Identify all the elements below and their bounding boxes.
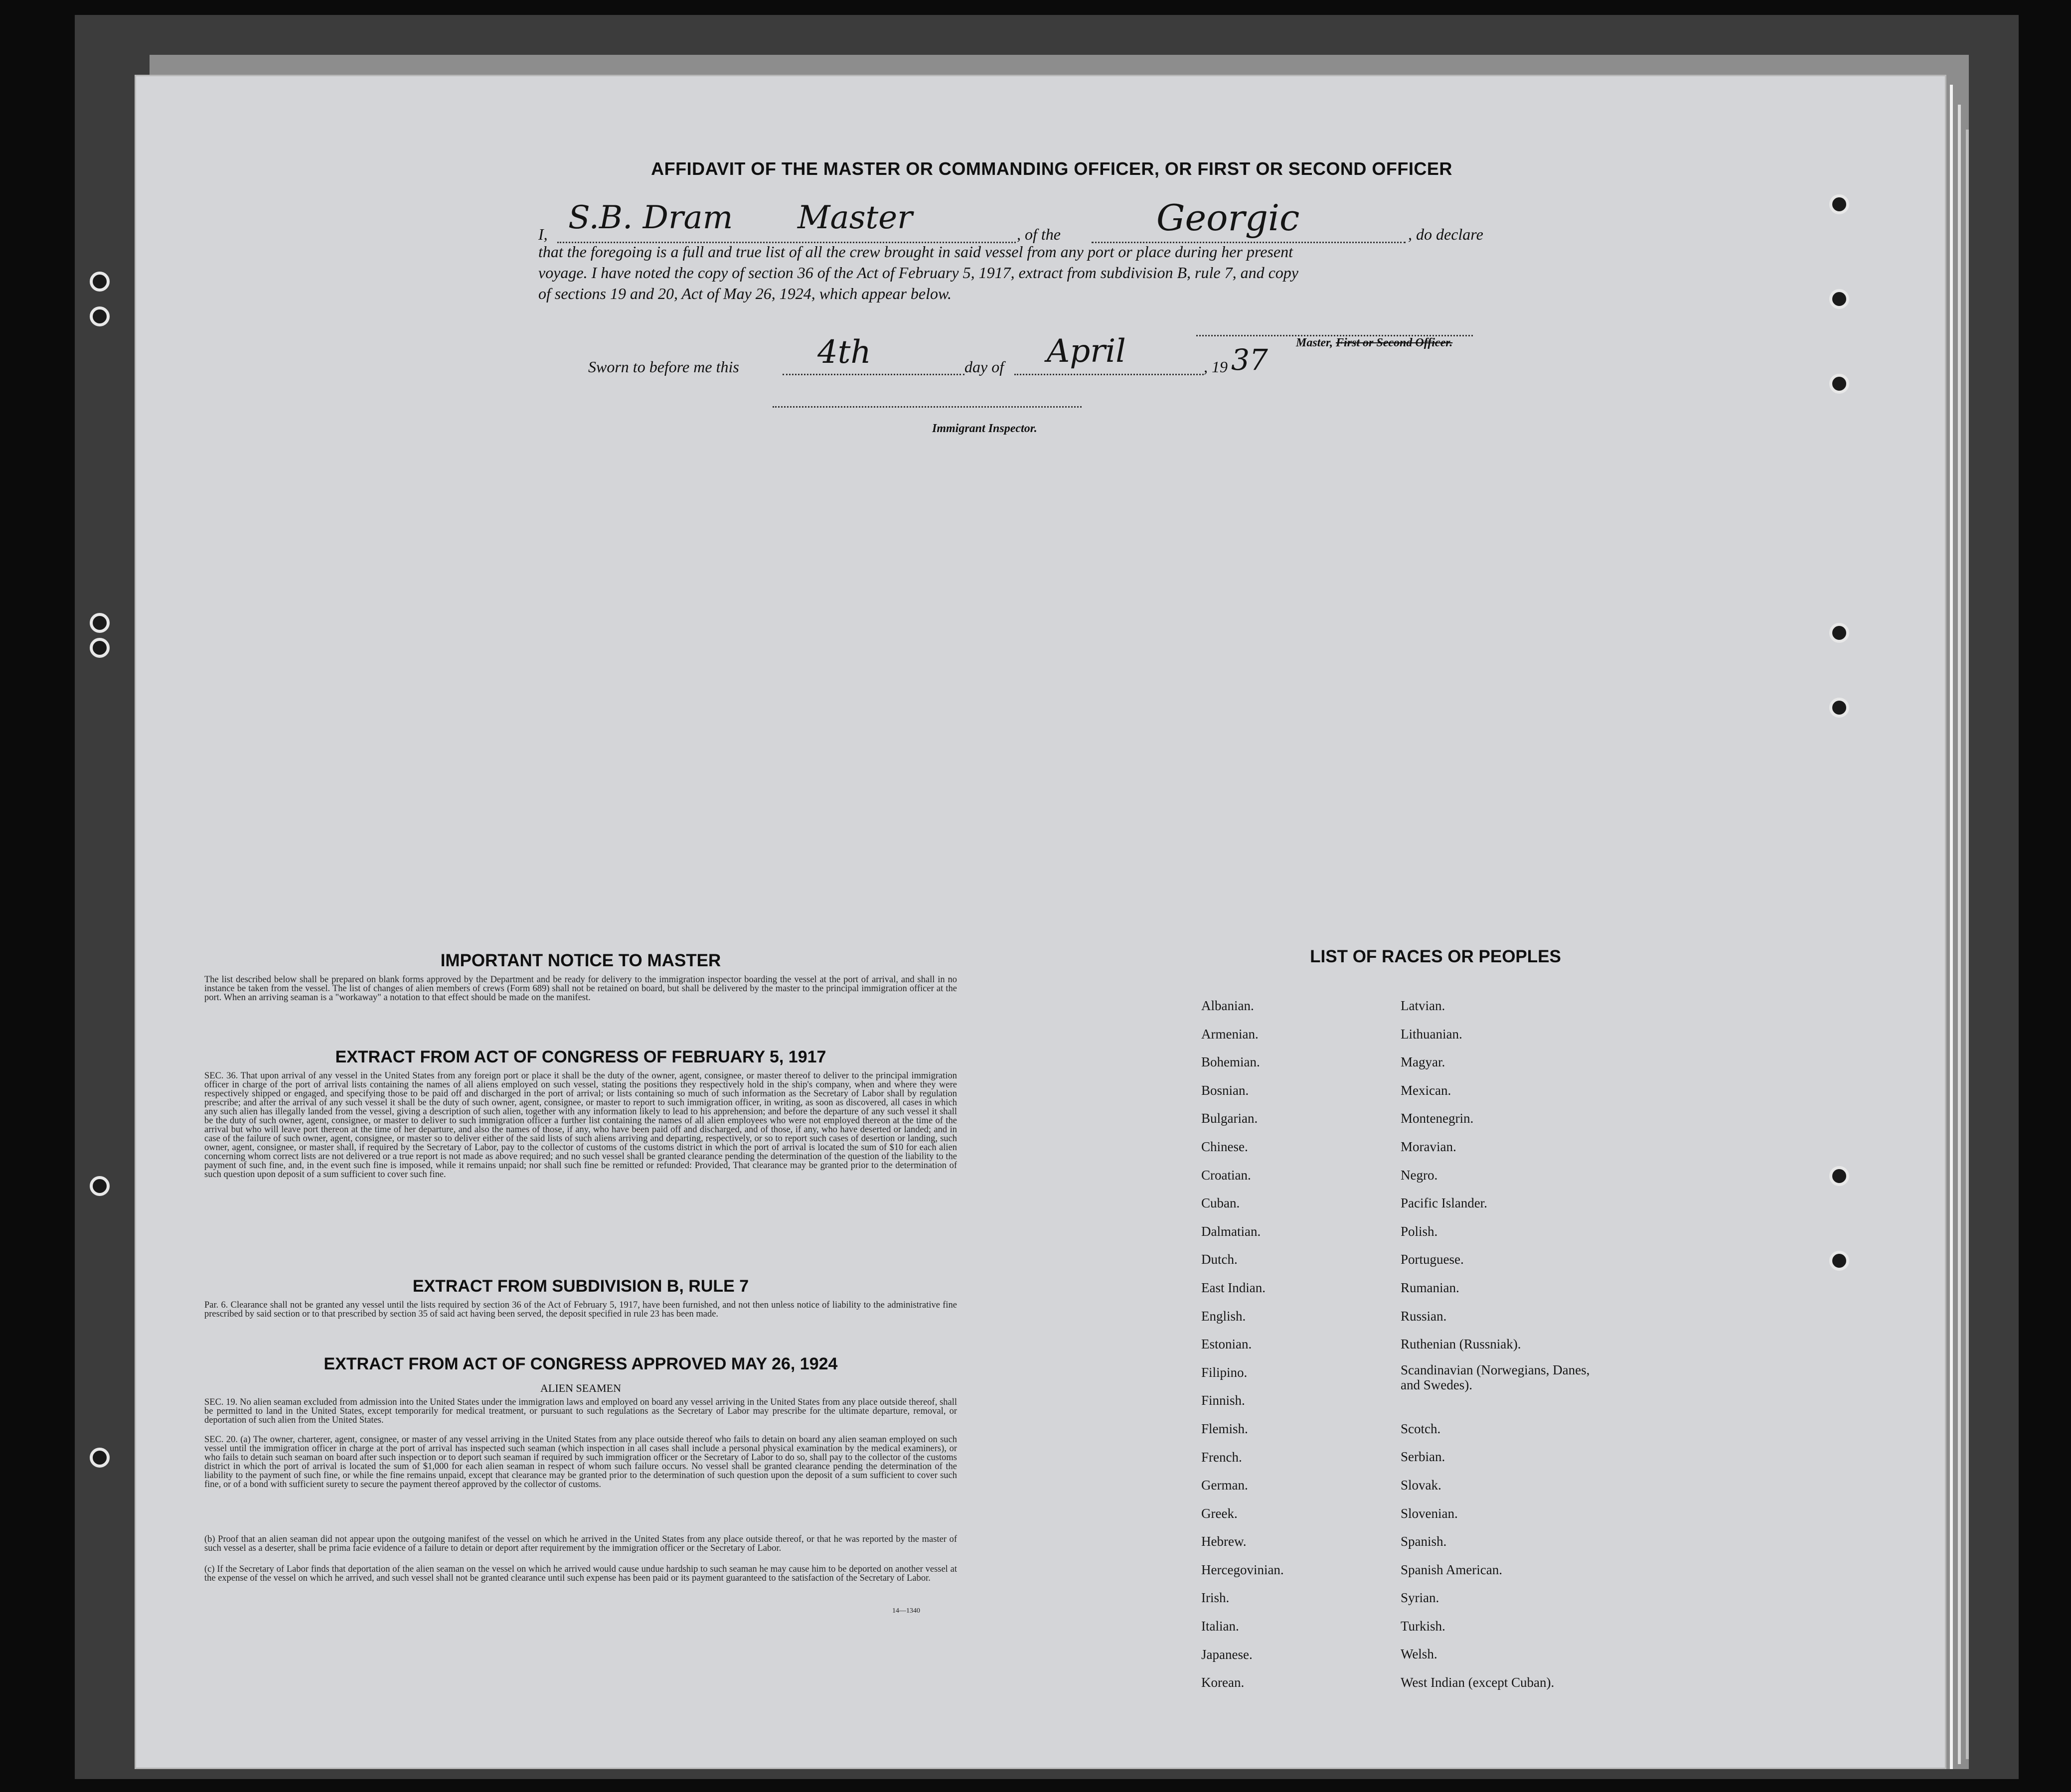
day-underline bbox=[783, 374, 964, 375]
sworn-year-handwritten: 37 bbox=[1231, 343, 1268, 377]
race-entry: Slovak. bbox=[1401, 1477, 1441, 1493]
race-entry: Magyar. bbox=[1401, 1054, 1445, 1070]
race-entry: Negro. bbox=[1401, 1167, 1438, 1183]
race-entry: Korean. bbox=[1201, 1675, 1245, 1690]
struck-officer-label: First or Second Officer. bbox=[1336, 336, 1453, 349]
page-edge bbox=[1966, 130, 1969, 1759]
form-number: 14—1340 bbox=[892, 1607, 920, 1615]
affidavit-prefix: I, bbox=[538, 225, 548, 243]
binder-hole bbox=[1829, 194, 1849, 214]
section-20c-text: (c) If the Secretary of Labor finds that deportation of the alien seaman on the vessel on which he arrived would cause undue hardship to such seaman he may cause him to be deported on another vessel at the expense of the vessel on which he arrived, and such vessel shall not be granted clearance until such expense has been paid or its payment guaranteed to the satisfaction of the Secretary of Labor. bbox=[204, 1564, 957, 1583]
race-entry: Serbian. bbox=[1401, 1449, 1445, 1465]
section-20a-text: SEC. 20. (a) The owner, charterer, agent, consignee, or master of any vessel arriving in the United States from any place outside thereof who fails to detain on board any alien seaman employed on such vessel until the immigration officer in charge at the port of arrival has inspected such seaman (which inspection in all cases shall include a personal physical examination by the medical examiners), or who fails to detain such seaman on board after such inspection or to deport such seaman if required by such immigration officer or the Secretary of Labor to do so, shall pay to the collector of the customs district in which the port of arrival is located the sum of $1,000 for each alien seaman in respect of whom such failure occurs. No vessel shall be granted clearance pending the determination of the liability to the payment of such fine, or while the fine remains unpaid, except that clearance may be granted prior to the determination of such question upon the deposit of a sum sufficient to cover such fine, or of a bond with sufficient surety to secure the payment thereof approved by the collector of customs. bbox=[204, 1435, 957, 1490]
race-entry: Scandinavian (Norwegians, Danes, and Swedes). bbox=[1401, 1362, 1590, 1392]
race-entry: Italian. bbox=[1201, 1619, 1239, 1634]
race-entry: Albanian. bbox=[1201, 998, 1254, 1013]
binder-hole bbox=[90, 306, 110, 326]
section-19-text: SEC. 19. No alien seaman excluded from admission into the United States under the immigration laws and employed on board any vessel arriving in the United States from any place outside thereof, shall be permitted to land in the United States, except temporarily for medical treatment, or pursuant to such regulations as the Secretary of Labor may prescribe for the ultimate departure, removal, or deportation of such alien from the United States. bbox=[204, 1397, 957, 1425]
binder-hole bbox=[1829, 1166, 1849, 1186]
sworn-month-handwritten: April bbox=[1047, 333, 1126, 370]
extract-1924-title: EXTRACT FROM ACT OF CONGRESS APPROVED MAY 26, 1924 bbox=[323, 1354, 838, 1373]
race-entry: Polish. bbox=[1401, 1223, 1438, 1239]
race-entry: Dutch. bbox=[1201, 1252, 1238, 1267]
notice-title: IMPORTANT NOTICE TO MASTER bbox=[440, 951, 721, 970]
binder-hole bbox=[90, 1176, 110, 1196]
binder-hole bbox=[1829, 289, 1849, 309]
race-entry: Chinese. bbox=[1201, 1139, 1248, 1154]
race-entry: Dalmatian. bbox=[1201, 1223, 1261, 1239]
race-entry: Armenian. bbox=[1201, 1026, 1259, 1042]
race-entry: Hebrew. bbox=[1201, 1534, 1247, 1549]
page-edge bbox=[1958, 105, 1961, 1764]
binder-hole bbox=[90, 613, 110, 633]
races-right-column bbox=[1401, 992, 1650, 1697]
race-entry: Irish. bbox=[1201, 1590, 1230, 1606]
affidavit-line-4: of sections 19 and 20, Act of May 26, 1924, which appear below. bbox=[538, 285, 952, 302]
race-entry: Latvian. bbox=[1401, 998, 1445, 1013]
binder-hole bbox=[90, 638, 110, 658]
do-declare-label: , do declare bbox=[1408, 225, 1483, 243]
race-entry: Spanish. bbox=[1401, 1534, 1447, 1549]
extract-1917-title: EXTRACT FROM ACT OF CONGRESS OF FEBRUARY 5, 1917 bbox=[335, 1047, 826, 1066]
race-entry: Hercegovinian. bbox=[1201, 1562, 1284, 1577]
race-entry: Flemish. bbox=[1201, 1421, 1248, 1436]
race-entry: West Indian (except Cuban). bbox=[1401, 1675, 1555, 1690]
race-entry: Welsh. bbox=[1401, 1646, 1437, 1662]
vessel-name-handwritten: Georgic bbox=[1156, 197, 1300, 239]
race-entry: Mexican. bbox=[1401, 1082, 1451, 1098]
affidavit-title: AFFIDAVIT OF THE MASTER OR COMMANDING OFFICER, OR FIRST OR SECOND OFFICER bbox=[651, 158, 1452, 179]
year-prefix: , 19 bbox=[1204, 358, 1228, 376]
race-entry: Syrian. bbox=[1401, 1590, 1439, 1606]
master-title-label bbox=[1296, 336, 1452, 350]
notice-body: The list described below shall be prepared on blank forms approved by the Department and be ready for delivery to the immigration inspector boarding the vessel at the port of arrival, and shall in no instance be taken from the vessel. The list of changes of alien members of crews (Form 689) shall not be retained on board, but shall be delivered by the master to the principal immigration officer at the port. When an arriving seaman is a "workaway" a notation to that effect should be made on the manifest. bbox=[204, 975, 957, 1003]
affidavit-line-2: that the foregoing is a full and true list of all the crew brought in said vessel from any port or place during her present bbox=[538, 243, 1293, 261]
affidavit-line-3: voyage. I have noted the copy of section 36 of the Act of February 5, 1917, extract from subdivision B, rule 7, and copy bbox=[538, 264, 1298, 282]
binder-hole bbox=[1829, 698, 1849, 718]
race-entry: Cuban. bbox=[1201, 1195, 1240, 1211]
race-entry: Bosnian. bbox=[1201, 1082, 1249, 1098]
race-entry: Scotch. bbox=[1401, 1421, 1441, 1436]
race-entry: Montenegrin. bbox=[1401, 1111, 1474, 1126]
race-entry: Moravian. bbox=[1401, 1139, 1456, 1154]
extract-1917-body: SEC. 36. That upon arrival of any vessel in the United States from any foreign port or place it shall be the duty of the owner, agent, consignee, or master thereof to deliver to the principal immigration officer in charge of the port of arrival lists containing the names of all aliens employed on such vessel, stating the positions they respectively hold in the ship's company, when and where they were respectively shipped or engaged, and specifying those to be paid off and discharged in the port of arrival; or lists containing so much of such information as the Secretary of Labor shall by regulation prescribe; and after the arrival of any such vessel it shall be the duty of such owner, agent, consignee, or master to report to such immigration officer, in writing, as soon as discovered, all cases in which any such alien has illegally landed from the vessel, giving a description of such alien, together with any information likely to lead to his apprehension; and before the departure of any such vessel it shall be the duty of such owner, agent, consignee, or master to deliver to such immigration officer a further list containing the names of all alien employees who were not employed thereon at the time of the arrival but who will leave port thereon at the time of her departure, and also the names of those, if any, who have been paid off and discharged, and of those, if any, who have deserted or landed; and in case of the failure of such owner, agent, consignee, or master so to deliver either of the said lists of such aliens arriving and departing, respectively, or so to report such cases of desertion or landing, such owner, agent, consignee, or master shall, if required by the Secretary of Labor, pay to the collector of customs of the customs district in which the port of arrival is located the sum of $10 for each alien concerning whom correct lists are not delivered or a true report is not made as above required; and no such vessel shall be granted clearance pending the determination of the question of the liability to the payment of such fine, and, in the event such fine is imposed, while it remains unpaid; nor shall such fine be remitted or refunded: Provided, That clearance may be granted prior to the determination of such question upon deposit of a sum sufficient to cover such fine. bbox=[204, 1071, 957, 1180]
race-entry: Bohemian. bbox=[1201, 1054, 1260, 1070]
binder-hole bbox=[1829, 1251, 1849, 1271]
race-entry: Croatian. bbox=[1201, 1167, 1251, 1183]
section-20b-text: (b) Proof that an alien seaman did not appear upon the outgoing manifest of the vessel on which he arrived in the United States from any place outside thereof, or that he was reported by the master of such vessel as a deserter, shall be prima facie evidence of a failure to detain or deport after requirement by the immigration officer or the Secretary of Labor. bbox=[204, 1534, 957, 1553]
race-entry: Finnish. bbox=[1201, 1393, 1245, 1408]
master-rank-handwritten: Master bbox=[797, 199, 913, 236]
race-entry: Ruthenian (Russniak). bbox=[1401, 1337, 1521, 1352]
race-entry: Rumanian. bbox=[1401, 1280, 1459, 1295]
form-page bbox=[135, 75, 1946, 1769]
page-edge bbox=[1950, 85, 1953, 1769]
inspector-label: Immigrant Inspector. bbox=[932, 422, 1037, 435]
race-entry: French. bbox=[1201, 1449, 1242, 1465]
of-the-label: , of the bbox=[1017, 225, 1061, 243]
master-name-signature: S.B. Dram bbox=[568, 199, 733, 236]
race-entry: Japanese. bbox=[1201, 1646, 1253, 1662]
race-entry: Spanish American. bbox=[1401, 1562, 1502, 1577]
race-entry: Greek. bbox=[1201, 1505, 1238, 1521]
month-underline bbox=[1014, 374, 1204, 375]
races-title: LIST OF RACES OR PEOPLES bbox=[1310, 947, 1561, 966]
day-of-label: day of bbox=[964, 358, 1004, 376]
inspector-signature-line bbox=[773, 406, 1082, 408]
race-entry: Russian. bbox=[1401, 1308, 1447, 1324]
races-left-column bbox=[1201, 992, 1391, 1697]
binder-hole bbox=[1829, 623, 1849, 643]
sworn-day-handwritten: 4th bbox=[817, 334, 871, 371]
sworn-label: Sworn to before me this bbox=[588, 358, 739, 376]
race-entry: East Indian. bbox=[1201, 1280, 1266, 1295]
race-entry: Lithuanian. bbox=[1401, 1026, 1462, 1042]
race-entry: German. bbox=[1201, 1478, 1248, 1493]
alien-seamen-subtitle: ALIEN SEAMEN bbox=[540, 1382, 621, 1394]
race-entry: Estonian. bbox=[1201, 1337, 1252, 1352]
binder-hole bbox=[1829, 374, 1849, 394]
binder-hole bbox=[90, 272, 110, 292]
race-entry: English. bbox=[1201, 1308, 1246, 1324]
rule-7-body: Par. 6. Clearance shall not be granted any vessel until the lists required by section 36 of the Act of February 5, 1917, have been furnished, and not then unless notice of liability to the administrative fine prescribed by said section or to that prescribed by section 35 of said act having been served, the deposit specified in rule 23 has been made. bbox=[204, 1300, 957, 1319]
master-label: Master, bbox=[1296, 336, 1336, 349]
race-entry: Pacific Islander. bbox=[1401, 1195, 1487, 1211]
race-entry: Portuguese. bbox=[1401, 1252, 1464, 1267]
race-entry: Filipino. bbox=[1201, 1364, 1248, 1380]
rule-7-title: EXTRACT FROM SUBDIVISION B, RULE 7 bbox=[412, 1277, 749, 1296]
race-entry: Slovenian. bbox=[1401, 1505, 1458, 1521]
binder-hole bbox=[90, 1448, 110, 1468]
race-entry: Turkish. bbox=[1401, 1618, 1445, 1634]
race-entry: Bulgarian. bbox=[1201, 1111, 1258, 1126]
